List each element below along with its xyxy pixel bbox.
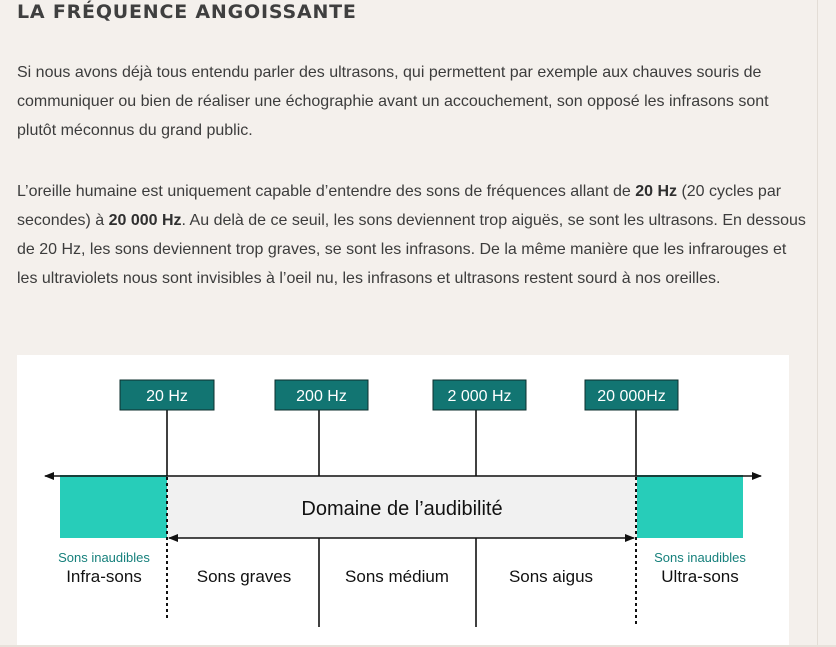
infrasound-label: Infra-sons bbox=[66, 567, 142, 586]
band-label-aigus: Sons aigus bbox=[508, 567, 594, 586]
audibility-domain-label: Domaine de l’audibilité bbox=[301, 498, 503, 520]
band-label-medium: Sons médium bbox=[345, 567, 449, 586]
band-label-graves: Sons graves bbox=[196, 567, 292, 586]
ultrasound-small-label: Sons inaudibles bbox=[654, 550, 746, 565]
min-frequency: 20 Hz bbox=[635, 183, 677, 200]
tag-2000hz-label: 2 000 Hz bbox=[447, 388, 512, 405]
paragraph-text: (20 cycles par secondes) à bbox=[17, 183, 782, 229]
audibility-diagram bbox=[17, 355, 789, 645]
ultrasound-label: Ultra-sons bbox=[661, 567, 739, 586]
tag-200hz-label: 200 Hz bbox=[296, 388, 347, 405]
tag-20000hz-label: 20 000Hz bbox=[597, 388, 666, 405]
hearing-range-paragraph bbox=[17, 177, 807, 293]
paragraph-text: L’oreille humaine est uniquement capable d’entendre des sons de fréquences allant de bbox=[17, 183, 636, 200]
tag-20hz-label: 20 Hz bbox=[146, 388, 188, 405]
max-frequency: 20 000 Hz bbox=[108, 212, 182, 229]
intro-paragraph: Si nous avons déjà tous entendu parler des ultrasons, qui permettent par exemple aux chauves souris de communiquer ou bien de réaliser une échographie avant un accouchement, son opposé les infrasons sont plutôt méconnus du grand public. bbox=[17, 64, 769, 139]
section-title: LA FRÉQUENCE ANGOISSANTE bbox=[17, 1, 357, 23]
infrasound-zone bbox=[60, 475, 167, 538]
infrasound-small-label: Sons inaudibles bbox=[58, 550, 150, 565]
page-divider bbox=[817, 0, 818, 647]
paragraph-text: . Au delà de ce seuil, les sons deviennent trop aiguës, se sont les ultrasons. En dessous de 20 Hz, les sons deviennent trop graves, se sont les infrasons. De la même manière que les infrarouges et les ultraviolets nous sont invisibles à l’oeil nu, les infrasons et ultrasons restent sourd à nos oreilles. bbox=[17, 212, 806, 287]
ultrasound-zone bbox=[637, 475, 743, 538]
